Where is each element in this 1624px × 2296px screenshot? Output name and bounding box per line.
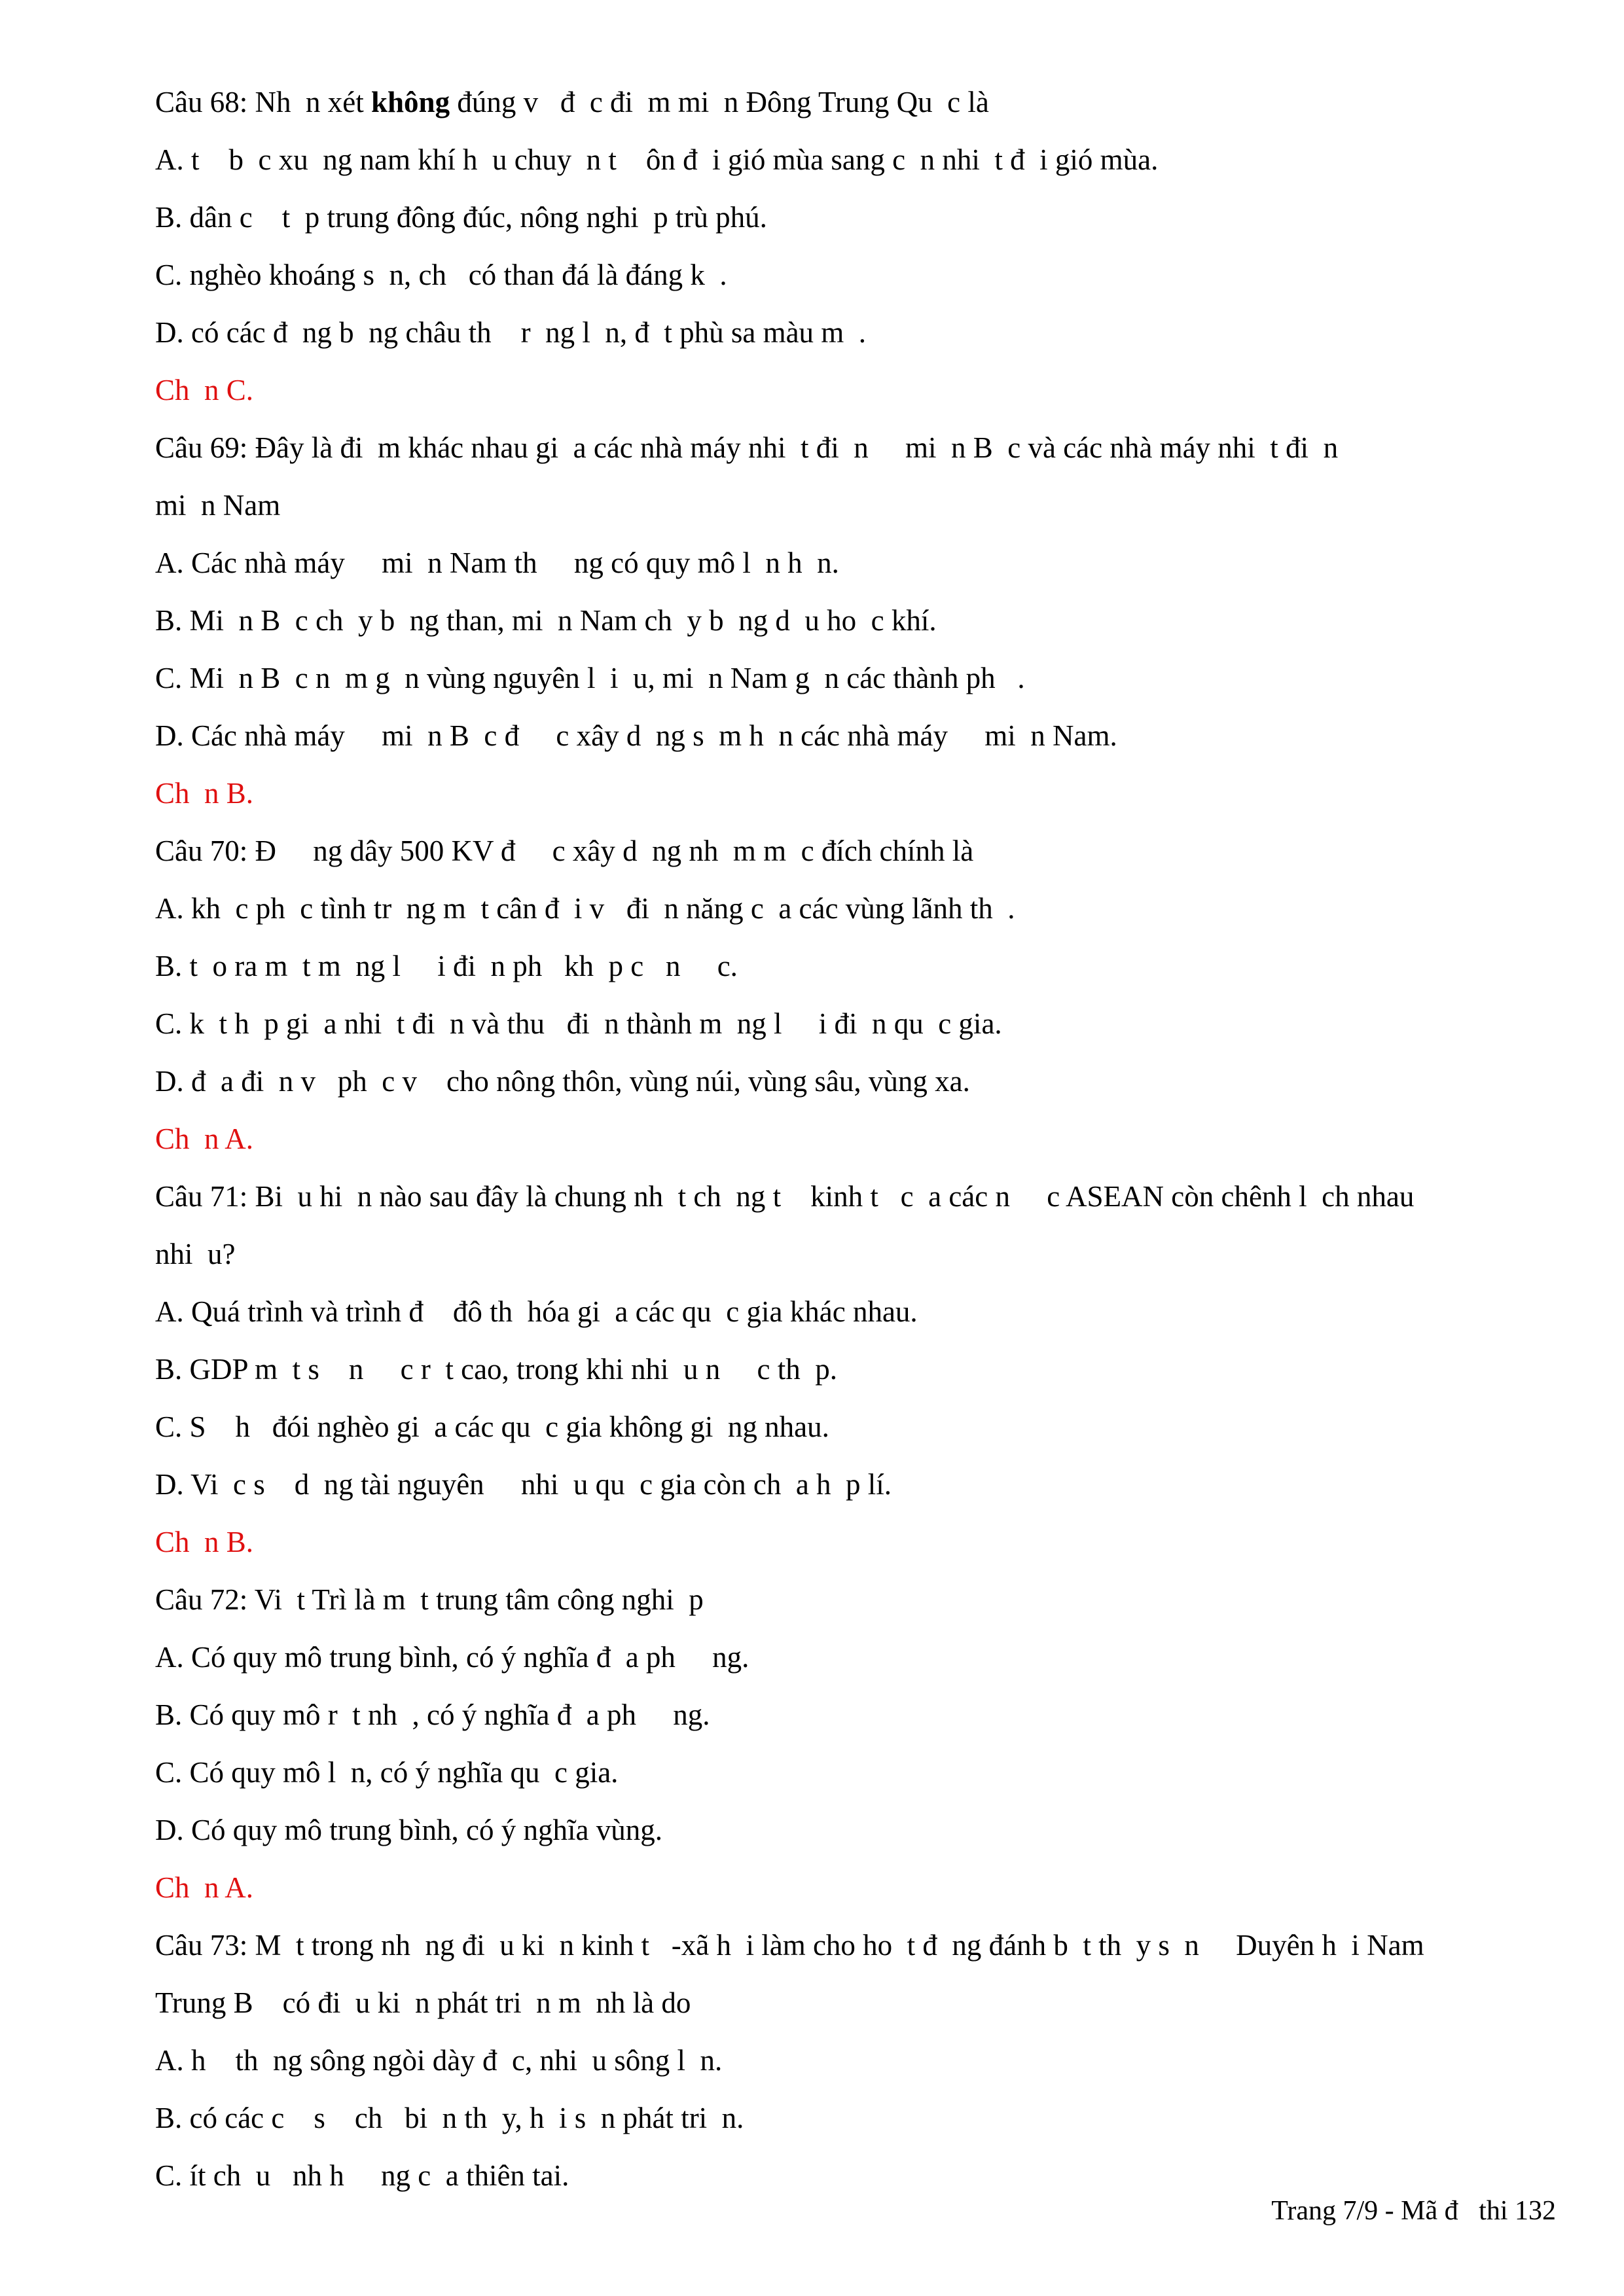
question-70 <box>155 822 1556 1168</box>
question-stem-line-1: Đ ng dây 500 KV đ c xây d ng nh m m c đích chính là <box>255 834 974 867</box>
option-d: D. Các nhà máy mi n B c đ c xây d ng s m h n các nhà máy mi n Nam. <box>155 719 1117 752</box>
question-stem-line-1: Bi u hi n nào sau đây là chung nh t ch ng t kinh t c a các n c ASEAN còn chênh l ch nhau <box>255 1180 1415 1213</box>
option-b: B. Mi n B c ch y b ng than, mi n Nam ch y b ng d u ho c khí. <box>155 604 937 637</box>
question-stem-line-1: Đây là đi m khác nhau gi a các nhà máy nhi t đi n mi n B c và các nhà máy nhi t đi n <box>255 431 1339 464</box>
question-stem <box>155 419 1556 476</box>
question-stem-line-2: Trung B có đi u ki n phát tri n m nh là do <box>155 1986 691 2019</box>
option-a: A. Các nhà máy mi n Nam th ng có quy mô l n h n. <box>155 547 839 579</box>
option-b: B. Có quy mô r t nh , có ý nghĩa đ a ph ng. <box>155 1698 710 1731</box>
question-title: Câu 72: <box>155 1583 255 1616</box>
option-a: A. h th ng sông ngòi dày đ c, nhi u sông l n. <box>155 2044 723 2077</box>
option-d: D. Vi c s d ng tài nguyên nhi u qu c gia còn ch a h p lí. <box>155 1468 892 1501</box>
question-title: Câu 69: <box>155 431 255 464</box>
question-stem-line-2: mi n Nam <box>155 489 281 522</box>
question-stem-line-2: nhi u? <box>155 1238 236 1270</box>
page-content <box>155 73 1556 2204</box>
option-b: B. GDP m t s n c r t cao, trong khi nhi u n c th p. <box>155 1353 838 1386</box>
option-a: A. t b c xu ng nam khí h u chuy n t ôn đ i gió mùa sang c n nhi t đ i gió mùa. <box>155 143 1159 176</box>
question-stem-line-1: M t trong nh ng đi u ki n kinh t -xã h i làm cho ho t đ ng đánh b t th y s n Duyên h i Nam <box>255 1929 1424 1962</box>
option-a: A. kh c ph c tình tr ng m t cân đ i v đi n năng c a các vùng lãnh th . <box>155 892 1015 925</box>
answer-key: Ch n B. <box>155 1526 254 1558</box>
option-c: C. S h đói nghèo gi a các qu c gia không gi ng nhau. <box>155 1410 829 1443</box>
option-d: D. Có quy mô trung bình, có ý nghĩa vùng. <box>155 1814 662 1846</box>
option-c: C. nghèo khoáng s n, ch có than đá là đáng k . <box>155 259 727 291</box>
option-b: B. dân c t p trung đông đúc, nông nghi p trù phú. <box>155 201 767 234</box>
question-stem-line-1: Vi t Trì là m t trung tâm công nghi p <box>254 1583 704 1616</box>
question-stem <box>155 822 1556 880</box>
question-73 <box>155 1916 1556 2204</box>
question-71 <box>155 1168 1556 1571</box>
question-stem-bold: không <box>370 86 450 118</box>
question-72 <box>155 1571 1556 1916</box>
answer-key: Ch n A. <box>155 1122 254 1155</box>
question-stem-pre: Nh n xét <box>255 86 371 118</box>
question-title: Câu 73: <box>155 1929 255 1962</box>
question-69 <box>155 419 1556 822</box>
answer-key: Ch n B. <box>155 777 254 810</box>
question-stem <box>155 1168 1556 1225</box>
question-title: Câu 71: <box>155 1180 255 1213</box>
option-d: D. có các đ ng b ng châu th r ng l n, đ t phù sa màu m . <box>155 316 867 349</box>
question-stem <box>155 1916 1556 1974</box>
option-b: B. có các c s ch bi n th y, h i s n phát tri n. <box>155 2102 744 2134</box>
answer-key: Ch n C. <box>155 374 254 406</box>
question-title: Câu 68: <box>155 86 255 118</box>
option-d: D. đ a đi n v ph c v cho nông thôn, vùng núi, vùng sâu, vùng xa. <box>155 1065 970 1098</box>
option-a: A. Có quy mô trung bình, có ý nghĩa đ a ph ng. <box>155 1641 749 1674</box>
option-c: C. Có quy mô l n, có ý nghĩa qu c gia. <box>155 1756 619 1789</box>
question-stem <box>155 73 1556 131</box>
option-c: C. Mi n B c n m g n vùng nguyên l i u, mi n Nam g n các thành ph . <box>155 662 1025 694</box>
question-stem-post: đúng v đ c đi m mi n Đông Trung Qu c là <box>450 86 989 118</box>
option-a: A. Quá trình và trình đ đô th hóa gi a các qu c gia khác nhau. <box>155 1295 918 1328</box>
question-title: Câu 70: <box>155 834 255 867</box>
option-c: C. k t h p gi a nhi t đi n và thu đi n thành m ng l i đi n qu c gia. <box>155 1007 1002 1040</box>
page-footer: Trang 7/9 - Mã đ thi 132 <box>1271 2196 1556 2226</box>
question-68 <box>155 73 1556 419</box>
answer-key: Ch n A. <box>155 1871 254 1904</box>
question-stem <box>155 1571 1556 1628</box>
option-b: B. t o ra m t m ng l i đi n ph kh p c n c. <box>155 950 738 982</box>
option-c: C. ít ch u nh h ng c a thiên tai. <box>155 2159 569 2192</box>
